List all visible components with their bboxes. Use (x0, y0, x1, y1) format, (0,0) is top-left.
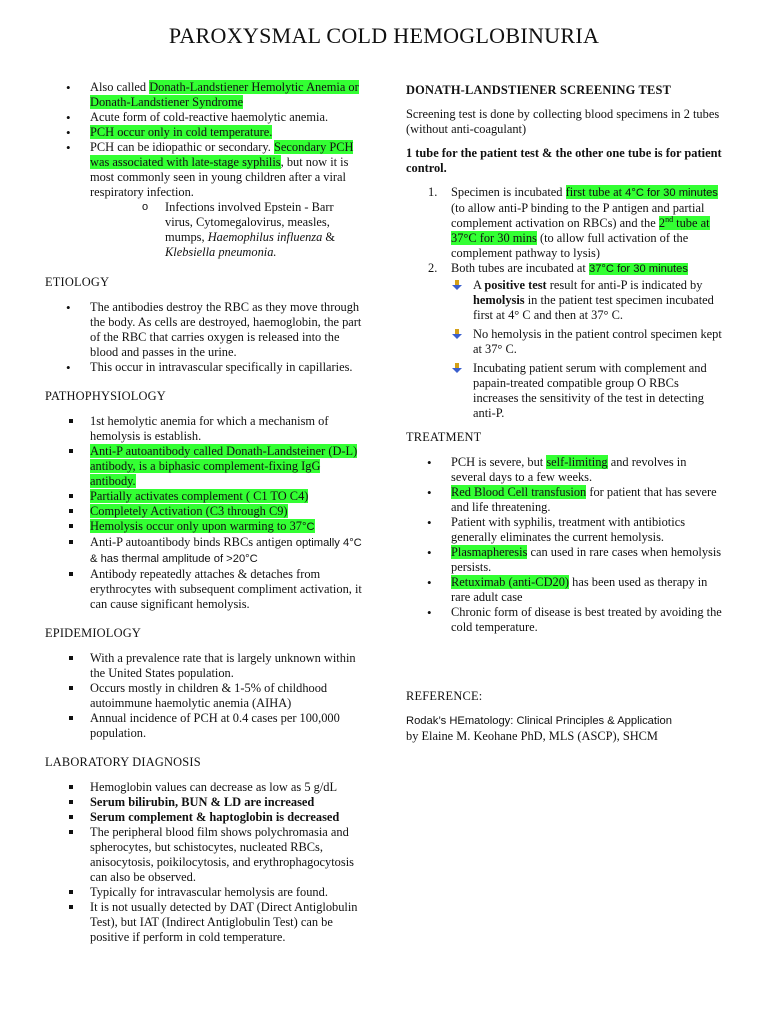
reference-authors: by Elaine M. Keohane PhD, MLS (ASCP), SHCM (406, 729, 658, 743)
highlight: Hemolysis occur only upon warming to 37°C (90, 519, 315, 533)
sub-list-item: o Infections involved Epstein - Barr virus, Cytomegalovirus, measles, mumps, Haemophilus influenza & Klebsiella pneumonia. (135, 200, 363, 260)
list-item: • Retuximab (anti-CD20) has been used as therapy in rare adult case (406, 575, 724, 605)
section-heading-laboratory-diagnosis: LABORATORY DIAGNOSIS (45, 755, 201, 769)
list-item (45, 519, 363, 535)
arrow-list (451, 278, 724, 421)
list-item: Anti-P autoantibody binds RBCs antigen optimally 4°C & has thermal amplitude of >20°C (45, 535, 363, 567)
highlight: self-limiting (546, 455, 608, 469)
intro-list (45, 80, 363, 260)
laboratory-list (45, 780, 363, 945)
list-item: Incubating patient serum with complement and papain-treated compatible group O RBCs increases the sensitivity of the test in detecting anti-P. (451, 361, 724, 421)
highlight: Retuximab (anti-CD20) (451, 575, 570, 589)
section-heading-reference: REFERENCE: (406, 689, 483, 703)
highlight: Secondary PCH was associated with late-stage syphilis (90, 140, 354, 169)
list-item: • PCH can be idiopathic or secondary. Secondary PCH was associated with late-stage syphilis, but now it is most commonly seen in young children after a viral respiratory infection. o Infections involved Epstein - Barr virus, Cytomegalovirus, measles, mumps, Haemophilus influenza & Klebsiella pneumonia. (45, 140, 363, 260)
list-item: • This occur in intravascular specifically in capillaries. (45, 360, 363, 375)
list-item: • Plasmapheresis can used in rare cases when hemolysis persists. (406, 545, 724, 575)
highlight: Partially activates complement ( C1 TO C4) (90, 489, 309, 503)
highlight: Plasmapheresis (451, 545, 528, 559)
section-heading-treatment: TREATMENT (406, 430, 482, 444)
list-item: Annual incidence of PCH at 0.4 cases per 100,000 population. (45, 711, 363, 741)
section-heading-epidemiology: EPIDEMIOLOGY (45, 626, 142, 640)
section-heading-etiology: ETIOLOGY (45, 275, 110, 289)
list-item: Occurs mostly in children & 1-5% of childhood autoimmune haemolytic anemia (AIHA) (45, 681, 363, 711)
etiology-list (45, 300, 363, 375)
list-item: • PCH is severe, but self-limiting and revolves in several days to a few weeks. (406, 455, 724, 485)
highlight: Completely Activation (C3 through C9) (90, 504, 288, 518)
list-item: 2. Both tubes are incubated at 37°C for 30 minutes A positive test result for anti-P is indicated by hemolysis in the patient test specimen incubated first at 4° C and then at 37° C. No hemolysis in the patient control specimen kept at 37° C. Incubating patient serum with complement and papain-treated compatible group O RBCs increases the sensitivity of the test in detecting anti-P. (406, 261, 724, 421)
list-item: Typically for intravascular hemolysis are found. (45, 885, 363, 900)
section-heading-pathophysiology: PATHOPHYSIOLOGY (45, 389, 166, 403)
section-heading-screening: DONATH-LANDSTIENER SCREENING TEST (406, 83, 672, 97)
list-item: • The antibodies destroy the RBC as they move through the body. As cells are destroyed, haemoglobin, the part of the RBC that carries oxygen is released into the blood and passes in the urine. (45, 300, 363, 360)
list-item (45, 125, 363, 140)
list-item: • Also called Donath-Landstiener Hemolytic Anemia or Donath-Landstiener Syndrome (45, 80, 363, 110)
down-arrow-bullet-icon (452, 280, 462, 290)
down-arrow-bullet-icon (452, 363, 462, 373)
list-item: Hemoglobin values can decrease as low as 5 g/dL (45, 780, 363, 795)
list-item: • Patient with syphilis, treatment with antibiotics generally eliminates the current hemolysis. (406, 515, 724, 545)
sub-list (135, 200, 363, 260)
list-item: It is not usually detected by DAT (Direct Antiglobulin Test), but IAT (Indirect Antiglobulin Test) can be positive if perform in cold temperature. (45, 900, 363, 945)
highlight: Red Blood Cell transfusion (451, 485, 587, 499)
list-item: A positive test result for anti-P is indicated by hemolysis in the patient test specimen incubated first at 4° C and then at 37° C. (451, 278, 724, 323)
right-column (406, 80, 724, 744)
list-item: • Red Blood Cell transfusion for patient that has severe and life threatening. (406, 485, 724, 515)
list-item: • Chronic form of disease is best treated by avoiding the cold temperature. (406, 605, 724, 635)
reference-line: Rodak’s HEmatology: Clinical Principles & Application (406, 715, 672, 727)
highlight: 37°C for 30 minutes (588, 263, 688, 275)
highlight: Anti-P autoantibody called Donath-Landsteiner (D-L) antibody, is a biphasic complement-fixing IgG antibody. (90, 444, 358, 488)
page-title: PAROXYSMAL COLD HEMOGLOBINURIA (168, 23, 600, 48)
epidemiology-list (45, 651, 363, 741)
left-column (45, 80, 363, 945)
list-item: Antibody repeatedly attaches & detaches from erythrocytes with subsequent compliment activation, it can cause significant hemolysis. (45, 567, 363, 612)
screening-intro: Screening test is done by collecting blood specimens in 2 tubes (without anti-coagulant) (406, 107, 720, 136)
list-item: The peripheral blood film shows polychromasia and spherocytes, but schistocytes, nucleated RBCs, anisocytosis, poikilocytosis, and erythrophagocytosis can also be observed. (45, 825, 363, 885)
list-item: 1st hemolytic anemia for which a mechanism of hemolysis is establish. (45, 414, 363, 444)
list-item (45, 489, 363, 504)
screening-steps (406, 185, 724, 421)
highlight: first tube at 4°C for 30 minutes (565, 185, 718, 199)
list-item: • Acute form of cold-reactive haemolytic anemia. (45, 110, 363, 125)
list-item: 1. Specimen is incubated first tube at 4°C for 30 minutes (to allow anti-P binding to the P antigen and partial complement activation on RBCs) and the 2nd tube at 37°C for 30 mins (to allow full activation of the complement pathway to lysis) (428, 185, 718, 260)
highlight: Donath-Landstiener Hemolytic Anemia or Donath-Landstiener Syndrome (90, 80, 359, 109)
list-item: No hemolysis in the patient control specimen kept at 37° C. (451, 327, 724, 357)
treatment-list (406, 455, 724, 635)
list-item (45, 504, 363, 519)
highlight: 2nd tube at 37°C for 30 mins (451, 214, 710, 245)
list-item: Serum complement & haptoglobin is decreased (45, 810, 363, 825)
list-item: Serum bilirubin, BUN & LD are increased (45, 795, 363, 810)
down-arrow-bullet-icon (452, 329, 462, 339)
list-item: With a prevalence rate that is largely unknown within the United States population. (45, 651, 363, 681)
pathophysiology-list (45, 414, 363, 612)
highlight: PCH occur only in cold temperature. (90, 125, 273, 139)
list-item (45, 444, 363, 489)
screening-bold-line: 1 tube for the patient test & the other one tube is for patient control. (406, 146, 722, 175)
